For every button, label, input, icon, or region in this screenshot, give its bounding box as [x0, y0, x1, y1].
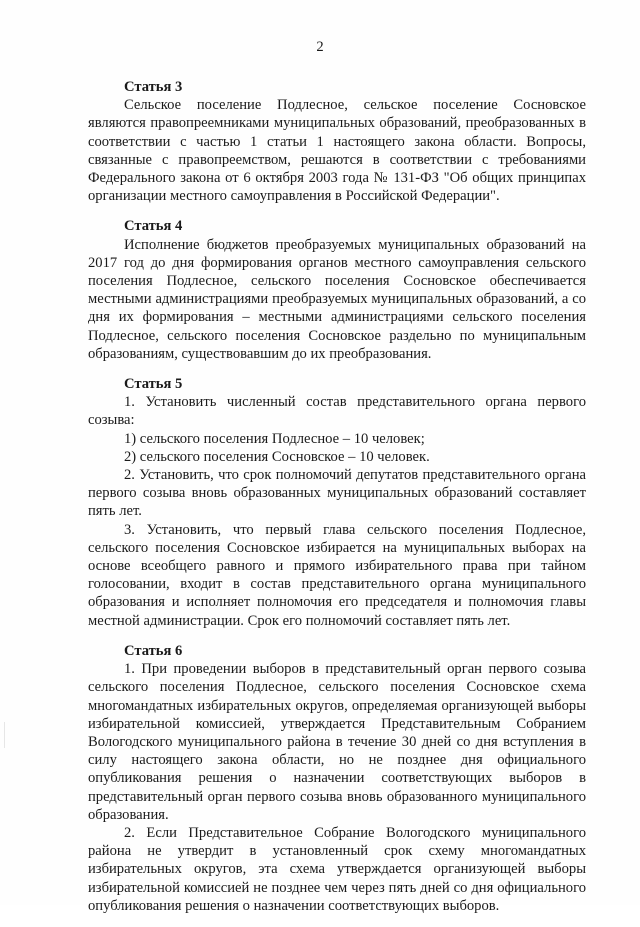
- article-list-item: 1) сельского поселения Подлесное – 10 человек;: [124, 430, 425, 447]
- article-paragraph: 1. Установить численный состав представительного органа первого созыва:: [88, 394, 586, 429]
- article-heading: Статья 3: [124, 79, 183, 95]
- article-paragraph: 3. Установить, что первый глава сельского поселения Подлесное, сельского поселения Сосновское избирается на муниципальных выборах на основе всеобщего равного и прямого избирательного права при тайном голосовании, входит в состав представительного органа муниципального образования и исполняет полномочия его председателя и полномочия главы местной администрации. Срок его полномочий составляет пять лет.: [88, 521, 586, 629]
- article-paragraph: Сельское поселение Подлесное, сельское поселение Сосновское являются правопреемниками муниципальных образований, преобразованных в соответствии с частью 1 статьи 1 настоящего закона области. Вопросы, связанные с правопреемством, решаются в соответствии с требованиями Федерального закона от 6 октября 2003 года № 131-ФЗ "Об общих принципах организации местного самоуправления в Российской Федерации".: [88, 97, 586, 205]
- page-number: 2: [316, 39, 324, 55]
- scan-margin-mark: [4, 722, 5, 748]
- article-heading: Статья 6: [124, 642, 183, 659]
- article-paragraph: Исполнение бюджетов преобразуемых муниципальных образований на 2017 год до дня формирования органов местного самоуправления сельского поселения Подлесное, сельского поселения Сосновское обеспечивается местными администрациями преобразуемых муниципальных образований, а со дня их формирования – местными администрациями сельского поселения Подлесное, сельского поселения Сосновское раздельно по муниципальным образованиям, существовавшим до их преобразования.: [88, 236, 586, 362]
- article-4: [88, 217, 586, 363]
- article-paragraph: 1. При проведении выборов в представительный орган первого созыва сельского поселения Подлесное, сельского поселения Сосновское схема многомандатных избирательных округов, определяемая организующей выборы избирательной комиссией, утверждается Представительным Собранием Вологодского муниципального района в течение 30 дней со дня вступления в силу настоящего закона области, но не позднее дня официального опубликования решения о назначении соответствующих выборов в представительный орган первого созыва вновь образованного муниципального образования.: [88, 661, 586, 823]
- article-paragraph: 2. Установить, что срок полномочий депутатов представительного органа первого созыва вновь образованных муниципальных образований составляет пять лет.: [88, 467, 586, 520]
- article-list-item: 2) сельского поселения Сосновское – 10 человек.: [124, 448, 430, 465]
- document-body: [88, 78, 586, 927]
- article-6: [88, 642, 586, 915]
- article-3: [88, 78, 586, 205]
- article-heading: Статья 4: [124, 218, 183, 235]
- article-paragraph: 2. Если Представительное Собрание Вологодского муниципального района не утвердит в установленный срок схему многомандатных избирательных округов, эта схема утверждается организующей выборы избирательной комиссией не позднее чем через пять дней со дня официального опубликования решения о назначении соответствующих выборов.: [88, 824, 586, 914]
- article-heading: Статья 5: [124, 376, 183, 393]
- article-5: [88, 375, 586, 630]
